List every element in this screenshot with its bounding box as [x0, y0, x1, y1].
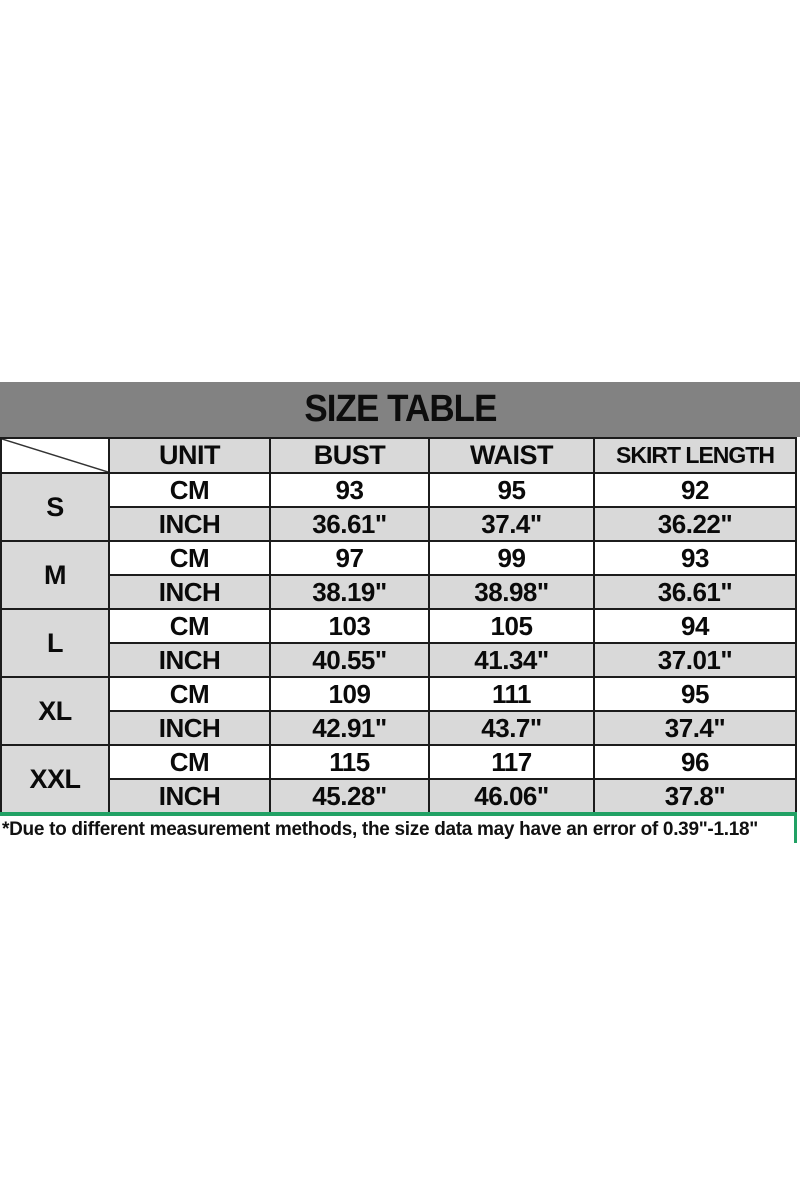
size-table [0, 437, 797, 814]
bust-value: 93 [270, 473, 429, 507]
table-row-s-cm [1, 473, 796, 507]
waist-value: 43.7" [429, 711, 594, 745]
size-label-cell: XL [1, 677, 109, 745]
header-cell-skirt-length: SKIRT LENGTH [594, 438, 796, 473]
bust-value: 38.19" [270, 575, 429, 609]
skirt-length-value: 94 [594, 609, 796, 643]
waist-value: 99 [429, 541, 594, 575]
waist-value: 38.98" [429, 575, 594, 609]
size-label-cell: M [1, 541, 109, 609]
table-row-s-inch [1, 507, 796, 541]
header-cell-waist: WAIST [429, 438, 594, 473]
bust-value: 109 [270, 677, 429, 711]
diagonal-line-icon [2, 439, 108, 472]
size-label-cell: S [1, 473, 109, 541]
skirt-length-value: 93 [594, 541, 796, 575]
table-row-xl-cm [1, 677, 796, 711]
footnote-box [0, 812, 797, 843]
title-bar [0, 382, 800, 437]
table-row-m-cm [1, 541, 796, 575]
unit-cell: CM [109, 473, 270, 507]
bust-value: 36.61" [270, 507, 429, 541]
skirt-length-value: 96 [594, 745, 796, 779]
unit-cell: INCH [109, 507, 270, 541]
skirt-length-value: 36.61" [594, 575, 796, 609]
unit-cell: INCH [109, 643, 270, 677]
waist-value: 105 [429, 609, 594, 643]
table-row-l-inch [1, 643, 796, 677]
page-title: SIZE TABLE [303, 388, 497, 430]
skirt-length-value: 37.8" [594, 779, 796, 813]
size-label-cell: L [1, 609, 109, 677]
header-cell-unit: UNIT [109, 438, 270, 473]
unit-cell: CM [109, 609, 270, 643]
bust-value: 115 [270, 745, 429, 779]
skirt-length-value: 92 [594, 473, 796, 507]
skirt-length-value: 37.01" [594, 643, 796, 677]
bust-value: 97 [270, 541, 429, 575]
bust-value: 40.55" [270, 643, 429, 677]
corner-cell [1, 438, 109, 473]
table-row-xl-inch [1, 711, 796, 745]
table-row-l-cm [1, 609, 796, 643]
header-row [1, 438, 796, 473]
waist-value: 37.4" [429, 507, 594, 541]
bust-value: 42.91" [270, 711, 429, 745]
table-row-xxl-cm [1, 745, 796, 779]
measurement-disclaimer: *Due to different measurement methods, the size data may have an error of 0.39"-1.18" [2, 819, 758, 840]
skirt-length-value: 95 [594, 677, 796, 711]
bust-value: 103 [270, 609, 429, 643]
unit-cell: CM [109, 677, 270, 711]
header-cell-bust: BUST [270, 438, 429, 473]
unit-cell: CM [109, 745, 270, 779]
bust-value: 45.28" [270, 779, 429, 813]
table-row-m-inch [1, 575, 796, 609]
waist-value: 95 [429, 473, 594, 507]
unit-cell: CM [109, 541, 270, 575]
waist-value: 117 [429, 745, 594, 779]
table-row-xxl-inch [1, 779, 796, 813]
unit-cell: INCH [109, 575, 270, 609]
unit-cell: INCH [109, 779, 270, 813]
size-label-cell: XXL [1, 745, 109, 813]
unit-cell: INCH [109, 711, 270, 745]
skirt-length-value: 36.22" [594, 507, 796, 541]
skirt-length-value: 37.4" [594, 711, 796, 745]
waist-value: 111 [429, 677, 594, 711]
waist-value: 41.34" [429, 643, 594, 677]
waist-value: 46.06" [429, 779, 594, 813]
